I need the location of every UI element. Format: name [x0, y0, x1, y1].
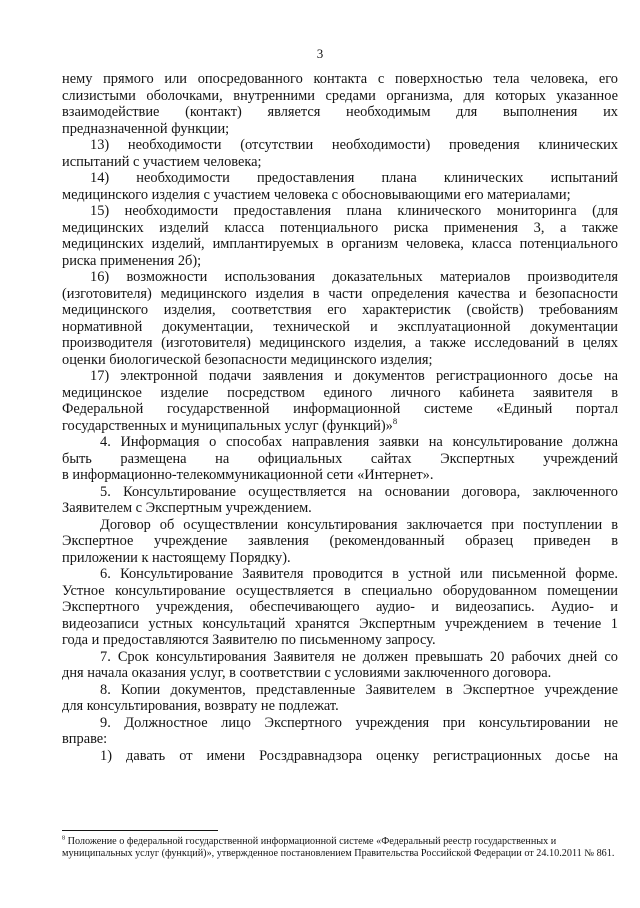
text-line: [62, 550, 618, 567]
text-line-content: медицинских изделий, имплантируемых в организм человека, класса потенциального: [62, 236, 618, 252]
text-line: [62, 236, 618, 253]
text-line: [62, 649, 618, 666]
text-line-content: нормативной документации, технической и эксплуатационной документации: [62, 318, 618, 335]
text-line-content: медицинское изделие посредством единого личного кабинета заявителя в: [62, 384, 618, 401]
text-line: [62, 715, 618, 732]
text-line: [62, 302, 618, 319]
text-line: [62, 599, 618, 616]
text-line: [62, 154, 618, 171]
page-number: 3: [316, 46, 324, 61]
text-line: [62, 269, 618, 286]
text-line-content: риска применения 2б);: [62, 252, 202, 269]
text-line-content: слизистыми оболочками, внутренними средами организма, для которых указанное: [62, 87, 618, 104]
text-line-content: медицинского изделия с участием человека с обосновывающими его материалами;: [62, 186, 571, 203]
text-line-content: 16) возможности использования доказательных материалов производителя: [90, 269, 618, 285]
footnote-reference: 8: [392, 415, 398, 426]
text-line-content: Договор об осуществлении консультирования заключается при поступлении в: [100, 516, 618, 533]
text-line-content: Заявителем с Экспертным учреждением.: [62, 500, 312, 516]
text-line-content: 9. Должностное лицо Экспертного учреждения при консультировании не: [100, 714, 618, 731]
text-line: [62, 286, 618, 303]
text-line: [62, 319, 618, 336]
text-line: [62, 104, 618, 121]
text-line: [62, 253, 618, 270]
text-line-content: медицинского изделия, соответствия его характеристик (свойств) требованиям: [62, 302, 618, 318]
text-line-content: приложении к настоящему Порядку).: [62, 549, 291, 566]
text-line: [62, 170, 618, 187]
text-line: [62, 368, 618, 385]
text-line-content: оценки биологической безопасности медицинского изделия;: [62, 351, 433, 368]
text-line-content: года и предоставляются Заявителю по письменному запросу.: [62, 632, 436, 648]
text-line-content: Федеральной государственной информационной системе «Единый портал: [62, 401, 618, 417]
body-text: [62, 71, 618, 764]
text-line: [62, 121, 618, 138]
text-line: [62, 748, 618, 765]
text-line-content: медицинских изделий класса потенциального риска применения 3, а также: [62, 219, 618, 236]
text-line: [62, 517, 618, 534]
text-line-content: дня начала оказания услуг, в соответствии с условиями заключенного договора.: [62, 665, 552, 681]
text-line: [62, 583, 618, 600]
text-line-content: производителя (изготовителя) медицинского изделия, а также исследований в целях: [62, 335, 618, 351]
text-line-content: 4. Информация о способах направления заявки на консультирование должна: [100, 434, 618, 450]
text-line: [62, 500, 618, 517]
text-line-content: быть размещена на официальных сайтах Экспертных учреждений: [62, 450, 618, 467]
text-line: [62, 203, 618, 220]
text-line: [62, 632, 618, 649]
text-line-content: предназначенной функции;: [62, 120, 230, 137]
text-line-content: 6. Консультирование Заявителя проводится в устной или письменной форме.: [100, 566, 618, 582]
text-line-content: для консультирования, возврату не подлежат.: [62, 698, 339, 714]
text-line: [62, 415, 618, 435]
footnote-text: Положение о федеральной государственной информационной системе «Федеральный реестр государственных и муниципальных услуг (функций)», утвержденное постановлением Правительства Российской Федерации от 24.10.2011 № 861.: [62, 836, 615, 860]
text-line: [62, 385, 618, 402]
footnote-marker: 8: [62, 835, 66, 842]
footnote-divider: [62, 830, 218, 831]
footnote: [62, 836, 618, 861]
text-line: [62, 467, 618, 484]
text-line-content: государственных и муниципальных услуг (функций)»: [62, 417, 393, 434]
text-line: [62, 698, 618, 715]
text-line-content: в информационно-телекоммуникационной сети «Интернет».: [62, 467, 434, 483]
text-line: [62, 220, 618, 237]
text-line: [62, 484, 618, 501]
text-line-content: 7. Срок консультирования Заявителя не должен превышать 20 рабочих дней со: [100, 648, 618, 665]
text-line: [62, 137, 618, 154]
text-line-content: 17) электронной подачи заявления и документов регистрационного досье на: [90, 368, 618, 384]
text-line-content: 8. Копии документов, представленные Заявителем в Экспертное учреждение: [100, 681, 618, 698]
text-line-content: видеозаписи устных консультаций хранятся Экспертным учреждением в течение 1: [62, 615, 618, 632]
text-line-content: испытаний с участием человека;: [62, 153, 262, 170]
text-line: [62, 434, 618, 451]
text-line-content: нему прямого или опосредованного контакта с поверхностью тела человека, его: [62, 71, 618, 87]
text-line: [62, 616, 618, 633]
text-line: [62, 187, 618, 204]
text-line-content: Устное консультирование осуществляется в специально оборудованном помещении: [62, 582, 618, 599]
text-line-content: (изготовителя) медицинского изделия в части определения качества и безопасности: [62, 285, 618, 302]
text-line: [62, 682, 618, 699]
text-line-content: 5. Консультирование осуществляется на основании договора, заключенного: [100, 483, 618, 500]
text-line: [62, 71, 618, 88]
text-line-content: взаимодействие (контакт) является необходимым для выполнения их: [62, 104, 618, 120]
text-line: [62, 665, 618, 682]
text-line-content: Экспертное учреждение заявления (рекомендованный образец приведен в: [62, 533, 618, 549]
text-line: [62, 352, 618, 369]
text-line: [62, 451, 618, 468]
text-line-content: Экспертного учреждения, обеспечивающего аудио- и видеозапись. Аудио- и: [62, 599, 618, 615]
text-line-content: 13) необходимости (отсутствии необходимости) проведения клинических: [90, 137, 618, 153]
text-line: [62, 401, 618, 418]
text-line: [62, 335, 618, 352]
text-line-content: 15) необходимости предоставления плана клинического мониторинга (для: [90, 203, 618, 219]
text-line: [62, 88, 618, 105]
text-line-content: вправе:: [62, 731, 108, 747]
text-line-content: 1) давать от имени Росздравнадзора оценку регистрационных досье на: [100, 747, 618, 764]
text-line: [62, 731, 618, 748]
text-line-content: 14) необходимости предоставления плана клинических испытаний: [90, 170, 618, 186]
text-line: [62, 533, 618, 550]
text-line: [62, 566, 618, 583]
